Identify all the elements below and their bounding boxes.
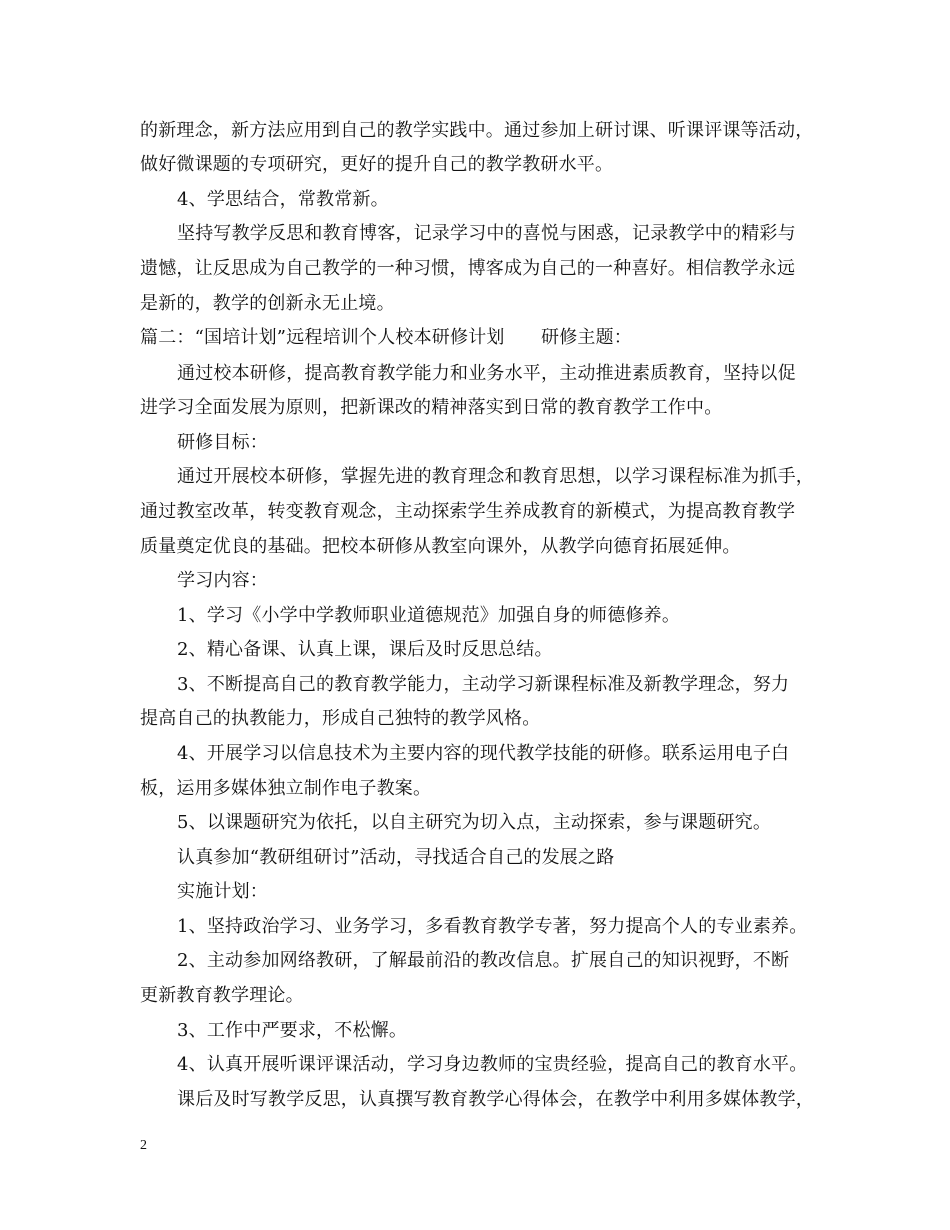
text-line: 1、坚持政治学习、业务学习，多看教育教学专著，努力提高个人的专业素养。 xyxy=(177,916,808,937)
text-line: 通过校本研修，提高教育教学能力和业务水平，主动推进素质教育，坚持以促 xyxy=(177,363,796,384)
text-line: 2、主动参加网络教研，了解最前沿的教改信息。扩展自己的知识视野，不断 xyxy=(177,950,790,971)
text-line: 3、工作中严要求，不松懈。 xyxy=(177,1020,408,1041)
text-line: 4、开展学习以信息技术为主要内容的现代教学技能的研修。联系运用电子白 xyxy=(177,743,790,764)
text-line: 通过教室改革，转变教育观念，主动探索学生养成教育的新模式，为提高教育教学 xyxy=(140,501,796,522)
text-line: 进学习全面发展为原则，把新课改的精神落实到日常的教育教学工作中。 xyxy=(140,397,723,418)
text-line: 4、学思结合，常教常新。 xyxy=(177,189,389,210)
text-line: 的新理念，新方法应用到自己的教学实践中。通过参加上研讨课、听课评课等活动， xyxy=(140,120,814,141)
text-line: 板，运用多媒体独立制作电子教案。 xyxy=(140,778,432,799)
text-line: 课后及时写教学反思，认真撰写教育教学心得体会，在教学中利用多媒体教学， xyxy=(177,1089,814,1110)
text-line: 5、以课题研究为依托，以自主研究为切入点，主动探索，参与课题研究。 xyxy=(177,812,772,833)
text-line: 4、认真开展听课评课活动，学习身边教师的宝贵经验，提高自己的教育水平。 xyxy=(177,1054,808,1075)
subheading: 研修目标： xyxy=(177,432,268,453)
section-heading: 篇二：“国培计划”远程培训个人校本研修计划 研修主题： xyxy=(140,327,633,348)
text-line: 2、精心备课、认真上课，课后及时反思总结。 xyxy=(177,639,553,660)
text-line: 通过开展校本研修，掌握先进的教育理念和教育思想，以学习课程标准为抓手， xyxy=(177,466,814,487)
text-line: 提高自己的执教能力，形成自己独特的教学风格。 xyxy=(140,708,541,729)
text-line: 更新教育教学理论。 xyxy=(140,985,304,1006)
subheading: 实施计划： xyxy=(177,881,268,902)
text-line: 遗憾，让反思成为自己教学的一种习惯，博客成为自己的一种喜好。相信教学永远 xyxy=(140,258,796,279)
subheading: 学习内容： xyxy=(177,570,268,591)
text-line: 认真参加“教研组研讨”活动，寻找适合自己的发展之路 xyxy=(177,847,615,868)
page-number: 2 xyxy=(140,1138,147,1153)
text-line: 质量奠定优良的基础。把校本研修从教室向课外，从教学向德育拓展延伸。 xyxy=(140,536,741,557)
text-line: 坚持写教学反思和教育博客，记录学习中的喜悦与困惑，记录教学中的精彩与 xyxy=(177,223,796,244)
text-line: 1、学习《小学中学教师职业道德规范》加强自身的师德修养。 xyxy=(177,605,681,626)
text-line: 做好微课题的专项研究，更好的提升自己的教学教研水平。 xyxy=(140,154,614,175)
text-line: 3、不断提高自己的教育教学能力，主动学习新课程标准及新教学理念，努力 xyxy=(177,674,790,695)
text-line: 是新的，教学的创新永无止境。 xyxy=(140,293,395,314)
